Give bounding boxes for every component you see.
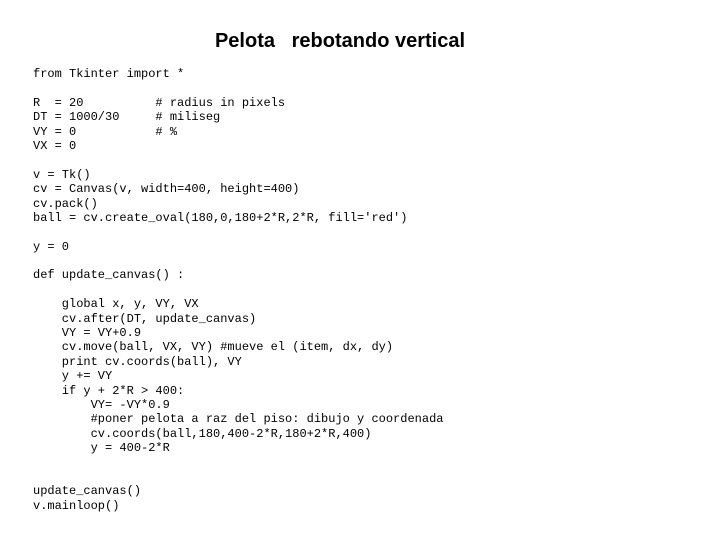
code-line: update_canvas() [33,484,142,499]
code-line [33,283,443,297]
code-line: cv.pack() [33,196,98,211]
code-line: cv.move(ball, VX, VY) #mueve el (item, dx, dy) [33,340,394,355]
code-line: DT = 1000/30 # miliseg [33,110,221,125]
code-line [33,225,443,239]
code-line: cv = Canvas(v, width=400, height=400) [33,182,300,197]
code-line: R = 20 # radius in pixels [33,95,286,110]
code-line: VY= -VY*0.9 [33,397,170,412]
code-line [33,81,443,95]
code-line: y = 400-2*R [33,441,170,456]
code-line: VY = VY+0.9 [33,326,142,341]
code-line: v = Tk() [33,167,91,182]
code-line: #poner pelota a raz del piso: dibujo y coordenada [33,412,444,427]
code-line [33,456,443,470]
code-line: def update_canvas() : [33,268,185,283]
code-line: ball = cv.create_oval(180,0,180+2*R,2*R, fill='red') [33,210,408,225]
code-line: from Tkinter import * [33,67,185,81]
code-line: print cv.coords(ball), VY [33,354,242,369]
slide-title: Pelota rebotando vertical [214,30,466,52]
code-line: cv.after(DT, update_canvas) [33,311,257,326]
code-block [33,67,443,513]
code-line: VY = 0 # % [33,124,178,139]
code-line: y += VY [33,369,113,384]
code-line: if y + 2*R > 400: [33,383,185,398]
code-line: y = 0 [33,239,70,254]
code-line: global x, y, VY, VX [33,297,199,312]
code-line: v.mainloop() [33,498,120,513]
code-line: VX = 0 [33,138,77,153]
code-line: cv.coords(ball,180,400-2*R,180+2*R,400) [33,426,372,441]
code-line [33,470,443,484]
code-line [33,254,443,268]
code-line [33,153,443,167]
